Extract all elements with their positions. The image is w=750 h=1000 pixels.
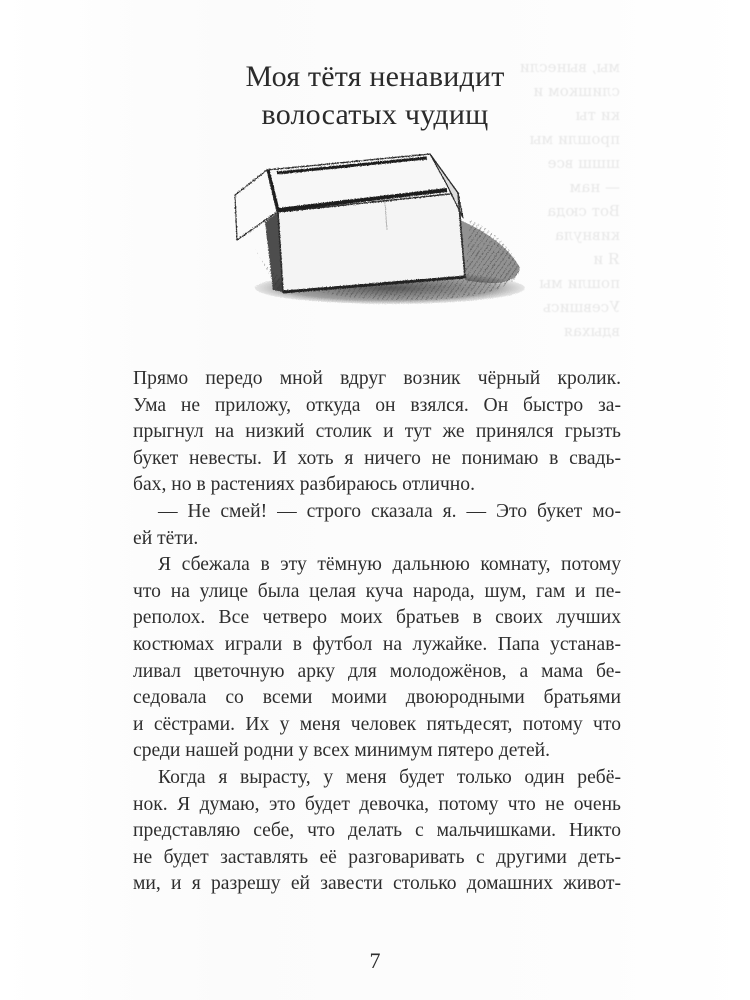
bleed-line: кивнула [554, 226, 620, 244]
text-line: седовала со всеми моими двоюродными братьями [133, 687, 621, 709]
bleed-line: ки ты [575, 106, 620, 124]
text-line: и сёстрами. Их у меня человек пятьдесят, потому что [133, 713, 621, 735]
text-line: букет невесты. И хоть я ничего не понимаю в свадь- [133, 447, 621, 469]
text-line: Прямо передо мной вдруг возник чёрный кролик. [133, 368, 621, 389]
text-line: костюмах играли в футбол на лужайке. Папа устанав- [133, 633, 621, 655]
text-line: представляю себе, что делать с мальчишками. Никто [133, 820, 621, 842]
bleed-line: — нам [569, 178, 620, 196]
text-line: прыгнул на низкий столик и тут же принялся грызть [133, 421, 621, 443]
bleed-line: Усевшись [542, 298, 620, 316]
bleed-line: прошли мы [529, 130, 620, 148]
text-line: что на улице была целая куча народа, шум, гам и пе- [133, 580, 621, 602]
bleed-line: шшш все [547, 154, 620, 172]
bleed-line: мы, вынесли [519, 58, 620, 76]
text-line: ми, и я разрешу ей завести столько домашних живот- [133, 873, 621, 895]
page-number: 7 [369, 948, 381, 973]
text-line: реполох. Все четверо моих братьев в своих лучших [133, 607, 621, 629]
text-line: бах, но в растениях разбираюсь отлично. [133, 474, 475, 496]
text-line: нок. Я думаю, это будет девочка, потому что не очень [133, 793, 621, 815]
bleed-line: пошли мы [539, 274, 620, 292]
text-line: Ума не приложу, откуда он взялся. Он быстро за- [133, 394, 621, 416]
text-line: ей тёти. [133, 527, 199, 549]
text-line: Когда я вырасту, у меня будет только один ребё- [158, 766, 621, 788]
bleed-line: вдыхая [563, 322, 620, 340]
chapter-title-line-1: Моя тётя ненавидит [245, 60, 505, 93]
bleed-line: Я и [593, 250, 620, 268]
chapter-title [0, 58, 750, 134]
text-line: — Не смей! — строго сказала я. — Это букет мо- [158, 500, 621, 522]
text-line: не будет заставлять её разговаривать с другими деть- [133, 846, 621, 868]
text-line: среди нашей родни у всех минимум пятеро детей. [133, 740, 551, 762]
bleed-line: слишком и [533, 82, 620, 100]
text-line: ливал цветочную арку для молодожёнов, а мама бе- [133, 660, 621, 682]
box-illustration [215, 140, 535, 310]
text-line: Я сбежала в эту тёмную дальнюю комнату, потому [158, 554, 621, 576]
chapter-title-line-2: волосатых чудищ [261, 98, 489, 131]
bleed-line: Вот сюда [547, 202, 620, 220]
open-box-sketch-icon [215, 140, 535, 310]
body-text [133, 366, 621, 898]
